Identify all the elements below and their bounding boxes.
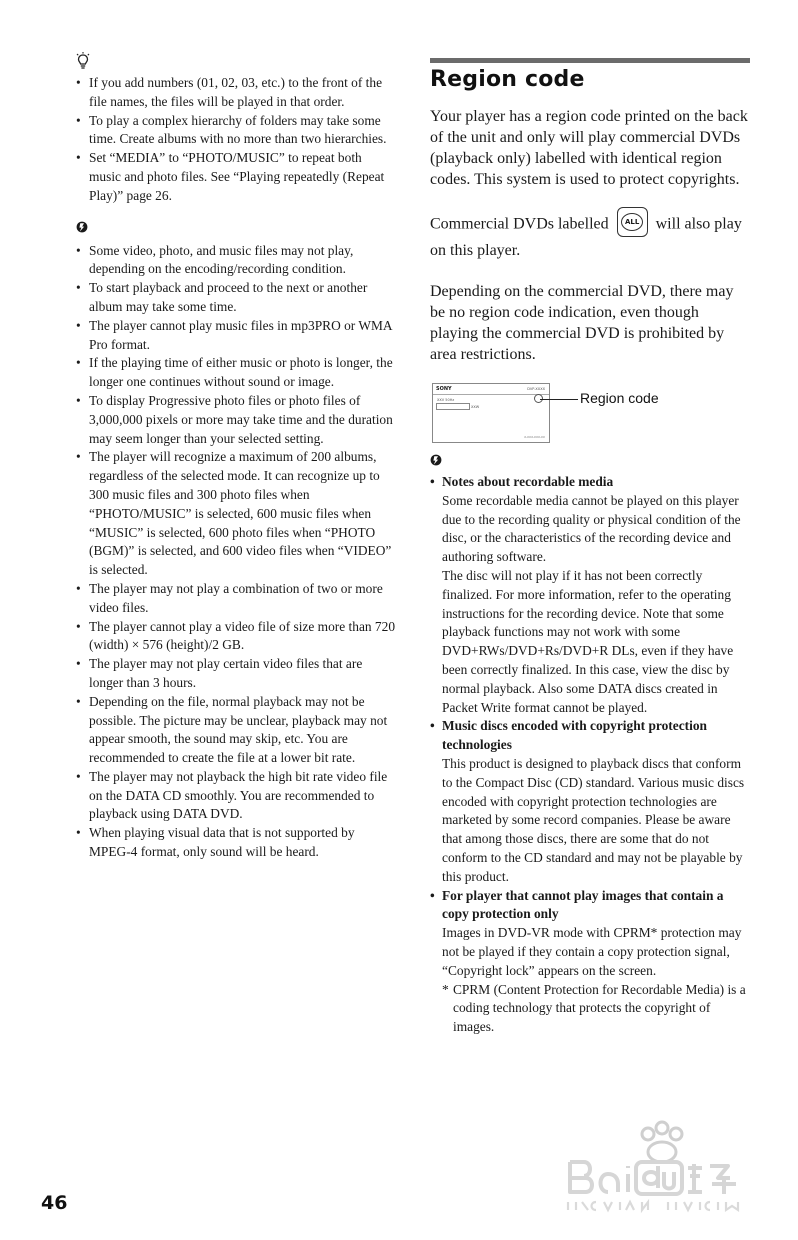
note-heading: • For player that cannot play images that contain a copy protection only xyxy=(442,887,724,922)
para2-before: Commercial DVDs labelled xyxy=(430,215,609,233)
left-column xyxy=(76,52,396,862)
note-heading: • Music discs encoded with copyright protection technologies xyxy=(442,718,707,753)
list-item: • The player cannot play music files in mp3PRO or WMA Pro format. xyxy=(76,317,396,355)
list-item: • Some video, photo, and music files may not play, depending on the encoding/recording condition. xyxy=(76,242,396,280)
rear-panel-illustration xyxy=(432,383,550,443)
note-list xyxy=(76,242,396,862)
panel-divider xyxy=(433,394,549,395)
brand-logo: SONY xyxy=(436,386,452,392)
list-item: • To play a complex hierarchy of folders may take some time. Create albums with no more than two hierarchies. xyxy=(76,112,396,150)
list-item: • The player may not playback the high bit rate video file on the DATA CD smoothly. You are recommended to playback using DATA DVD. xyxy=(76,768,396,824)
list-item: • To start playback and proceed to the next or another album may take some time. xyxy=(76,279,396,317)
model-label: DVP-XXXX xyxy=(527,387,545,391)
region-code-callout: Region code xyxy=(580,390,659,406)
note-icon xyxy=(76,220,396,242)
list-item xyxy=(430,717,750,886)
region-paragraph-2 xyxy=(430,210,750,261)
hint-list xyxy=(76,74,396,206)
note-body: The disc will not play if it has not been correctly finalized. For more information, refer to the operating instructions for the recording device. Note that some playback functions may not work with some DVD+RWs/DVD+Rs/DVD+R DLs, even if they have been correctly finalized. In this case, view the disc by normal playback. Also some DATA discs created in Packet Write format cannot be played. xyxy=(442,567,734,715)
note-body: Some recordable media cannot be played on this player due to the recording quality or physical condition of the disc, or the characteristics of the recording device and authoring software. xyxy=(442,492,741,565)
page-number: 46 xyxy=(41,1192,68,1214)
list-item xyxy=(430,887,750,1037)
note-body: This product is designed to playback discs that conform to the Compact Disc (CD) standard. Various music discs encoded with copyright protection technologies are marketed by some record companies. Please be aware that among those discs, there are some that do not conform to the CD standard and may not be playable by this product. xyxy=(442,755,745,884)
list-item xyxy=(430,473,750,717)
list-item: • When playing visual data that is not supported by MPEG-4 format, only sound will be heard. xyxy=(76,824,396,862)
callout-line xyxy=(540,399,578,400)
footnote-text: CPRM (Content Protection for Recordable Media) is a coding technology that protects the copyright of images. xyxy=(453,981,746,1035)
lightbulb-icon xyxy=(76,52,396,74)
list-item: • The player may not play a combination of two or more video files. xyxy=(76,580,396,618)
region-paragraph-3: Depending on the commercial DVD, there may be no region code indication, even though playing the commercial DVD is prohibited by area restrictions. xyxy=(430,283,734,363)
disc-notes-list xyxy=(430,473,750,1037)
serial-label: X-XXX-XXX-XX xyxy=(524,435,545,439)
note-icon xyxy=(430,453,750,475)
footnote xyxy=(442,981,750,1037)
all-badge-label: ALL xyxy=(621,213,643,231)
region-all-icon xyxy=(617,207,648,237)
list-item: • The player will recognize a maximum of 200 albums, regardless of the selected mode. It can recognize up to 300 music files and 300 photo files when “PHOTO/MUSIC” is selected, 600 music files when “MUSIC” is selected, 600 photo files when “PHOTO (BGM)” is selected, and 600 video files when “VIDEO” is selected. xyxy=(76,448,396,580)
list-item: • Depending on the file, normal playback may not be possible. The picture may be unclear, playback may not appear smooth, the sound may skip, etc. You are recommended to create the file at a lower bit rate. xyxy=(76,693,396,768)
list-item: • If the playing time of either music or photo is longer, the longer one continues without sound or image. xyxy=(76,354,396,392)
baidu-watermark-logo xyxy=(560,1118,760,1214)
list-item: • If you add numbers (01, 02, 03, etc.) to the front of the file names, the files will be played in that order. xyxy=(76,74,396,112)
barcode-box xyxy=(436,403,470,410)
right-column xyxy=(430,58,750,1037)
note-body: Images in DVD-VR mode with CPRM* protection may not be played if they contain a copy protection signal, “Copyright lock” appears on the screen. xyxy=(442,925,742,978)
note-heading: • Notes about recordable media xyxy=(442,474,614,489)
footnote-mark: * xyxy=(442,981,449,997)
list-item: • To display Progressive photo files or photo files of 3,000,000 pixels or more may take time and the duration may seem longer than your selected setting. xyxy=(76,392,396,448)
list-item: • Set “MEDIA” to “PHOTO/MUSIC” to repeat both music and photo files. See “Playing repeatedly (Repeat Play)” page 26. xyxy=(76,149,396,205)
section-rule xyxy=(430,58,750,63)
voltage-label: XXV 50Hz xyxy=(437,398,455,402)
para2-after: will also play on this player. xyxy=(430,215,742,259)
rear-panel-figure xyxy=(430,383,750,445)
list-item: • The player may not play certain video files that are longer than 3 hours. xyxy=(76,655,396,693)
region-paragraph-1: Your player has a region code printed on the back of the unit and only will play commercial DVDs (playback only) labelled with identical region codes. This system is used to protect copyrights. xyxy=(430,108,748,188)
watt-label: XXW xyxy=(471,405,480,409)
section-title: Region code xyxy=(430,67,585,92)
list-item: • The player cannot play a video file of size more than 720 (width) × 576 (height)/2 GB. xyxy=(76,618,396,656)
